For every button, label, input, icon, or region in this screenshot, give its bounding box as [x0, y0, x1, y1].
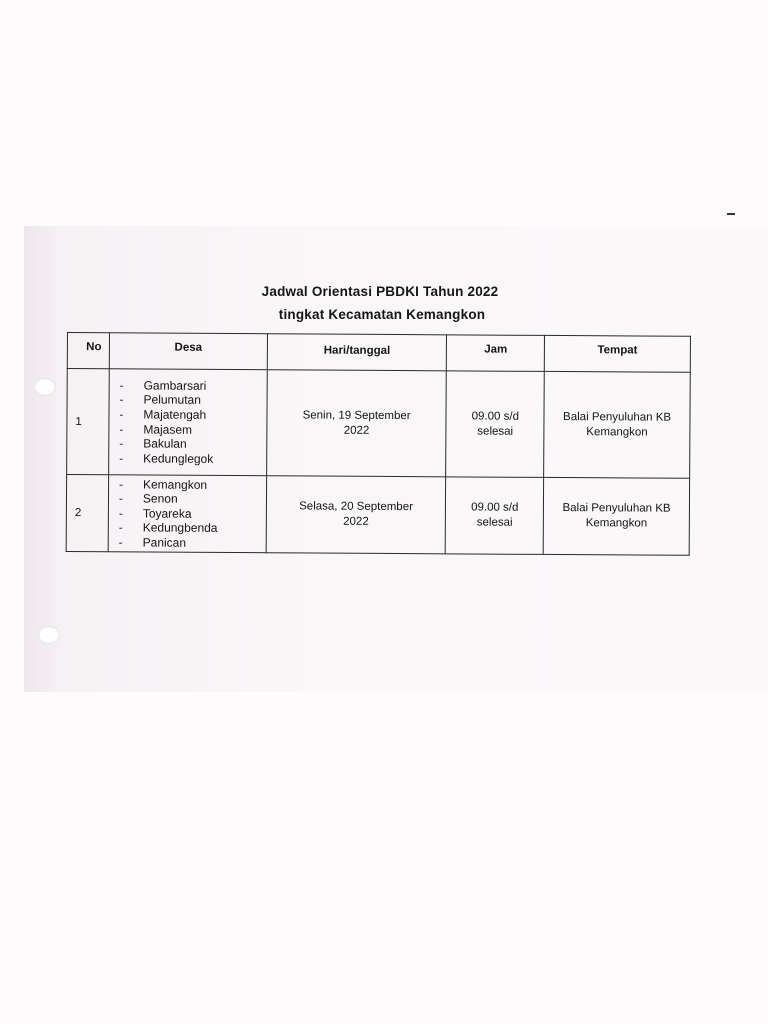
header-desa: Desa — [109, 333, 267, 370]
header-jam: Jam — [447, 335, 545, 372]
time-line: 09.00 s/d — [471, 409, 520, 423]
punch-hole — [38, 626, 60, 644]
time-line: 09.00 s/d — [471, 501, 519, 514]
row-number: 2 — [66, 475, 108, 552]
table-row — [67, 369, 691, 479]
row-number: 1 — [67, 369, 110, 475]
date-line: Senin, 19 September — [302, 408, 411, 422]
date-year: 2022 — [343, 515, 369, 528]
desa-list-cell — [108, 475, 266, 553]
document-title: Jadwal Orientasi PBDKI Tahun 2022 — [261, 284, 499, 299]
place-line: Balai Penyuluhan KB — [562, 502, 671, 515]
list-item: - Kemangkon — [118, 476, 208, 492]
list-item: - Panican — [118, 535, 187, 550]
list-item: - Majasem — [119, 421, 193, 437]
time-end: selesai — [477, 425, 514, 438]
punch-hole — [34, 378, 56, 396]
place-line: Balai Penyuluhan KB — [563, 410, 672, 424]
schedule-table — [66, 332, 691, 556]
date-line: Selasa, 20 September — [299, 500, 413, 514]
time-end: selesai — [476, 516, 513, 529]
date-cell — [266, 370, 446, 477]
place-line: Kemangkon — [586, 425, 648, 439]
place-cell — [543, 477, 689, 555]
header-hari-tanggal: Hari/tanggal — [267, 334, 447, 371]
desa-list-cell — [109, 369, 267, 476]
table-row — [66, 475, 689, 556]
list-item: - Kedungbenda — [118, 520, 218, 536]
header-no: No — [67, 333, 109, 369]
header-tempat: Tempat — [545, 335, 691, 372]
list-item: - Pelumutan — [119, 392, 201, 408]
list-item: - Bakulan — [119, 436, 187, 451]
document-subtitle: tingkat Kecamatan Kemangkon — [278, 307, 486, 322]
place-line: Kemangkon — [585, 517, 648, 530]
place-cell — [544, 371, 690, 478]
list-item: - Kedunglegok — [119, 451, 214, 466]
date-cell — [266, 476, 446, 554]
list-item: - Gambarsari — [119, 378, 207, 393]
time-cell — [446, 371, 544, 478]
desa-list — [119, 378, 262, 466]
table-header-row — [67, 333, 690, 373]
list-item: - Toyareka — [118, 506, 192, 521]
desa-list — [119, 477, 262, 551]
scan-mark — [727, 213, 735, 215]
list-item: - Senon — [118, 491, 178, 506]
time-cell — [446, 477, 544, 555]
date-year: 2022 — [343, 424, 370, 437]
list-item: - Majatengah — [119, 407, 207, 422]
